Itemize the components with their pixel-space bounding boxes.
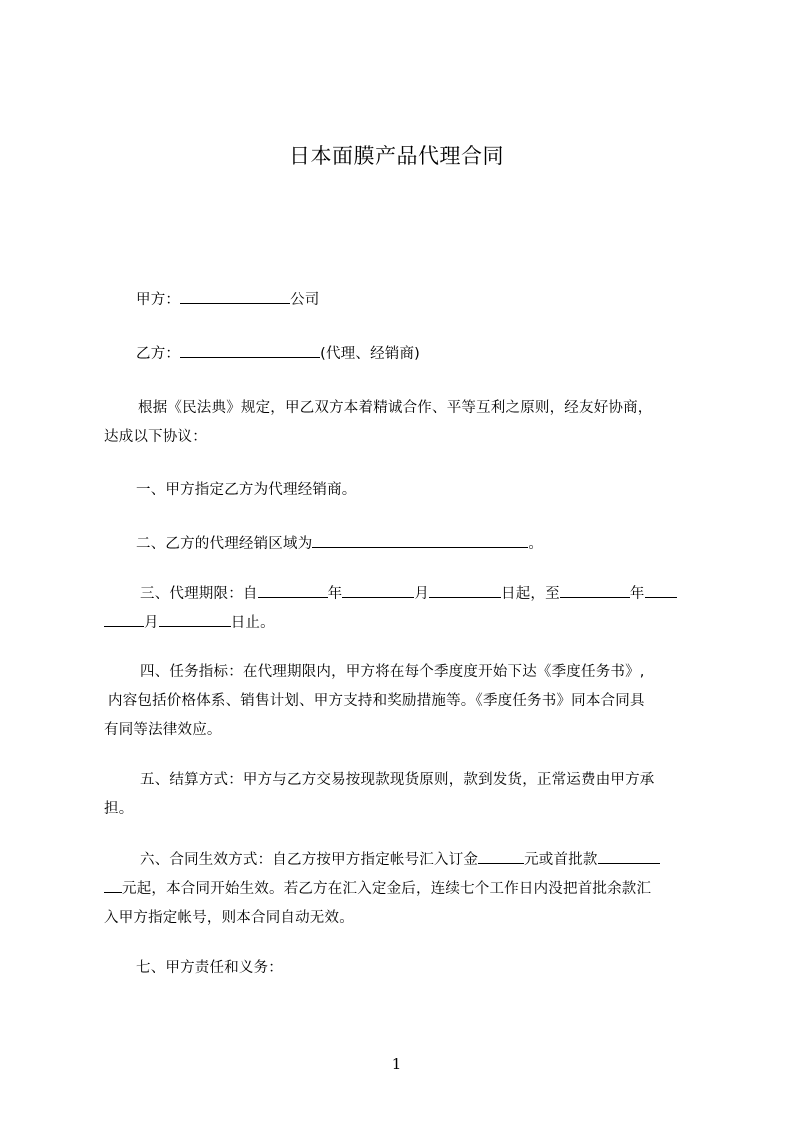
clause-3-blank-year2 — [560, 583, 630, 598]
party-a-label: 甲方： — [136, 292, 181, 308]
clause-7-text: 七、甲方责任和义务： — [136, 960, 283, 976]
clause-6 — [104, 846, 702, 933]
party-a-blank — [180, 289, 290, 304]
clause-6-blank-deposit — [478, 849, 524, 864]
clause-4-line-1: 四、任务指标：在代理期限内，甲方将在每个季度度开始下达《季度任务书》, — [140, 664, 645, 680]
clause-1-text: 一、甲方指定乙方为代理经销商。 — [136, 482, 357, 498]
party-a-suffix: 公司 — [290, 292, 320, 308]
clause-4-line-3: 有同等法律效应。 — [104, 722, 222, 738]
preamble — [104, 394, 702, 452]
page-number: 1 — [391, 1055, 402, 1073]
clause-3-blank-month2-a — [645, 583, 677, 598]
clause-2 — [136, 530, 734, 559]
clause-6-blank-first-a — [598, 849, 660, 864]
clause-2-prefix: 二、乙方的代理经销区域为 — [136, 536, 313, 552]
clause-3-end: 日止。 — [230, 615, 275, 631]
clause-3-day1: 日起，至 — [501, 586, 560, 602]
party-a-line — [136, 286, 734, 315]
preamble-line-1: 根据《民法典》规定，甲乙双方本着精诚合作、平等互利之原则，经友好协商， — [138, 400, 653, 416]
preamble-line-2: 达成以下协议： — [104, 429, 207, 445]
clause-3-blank-day2 — [159, 612, 231, 627]
clause-4-line-2: 内容包括价格体系、销售计划、甲方支持和奖励措施等。《季度任务书》同本合同具 — [108, 693, 645, 709]
clause-2-blank — [312, 533, 528, 548]
clause-2-suffix: 。 — [528, 536, 544, 552]
clause-3 — [104, 580, 702, 638]
clause-6-blank-first-b — [104, 878, 122, 893]
party-b-blank — [180, 343, 320, 358]
party-b-suffix: (代理、经销商) — [320, 346, 421, 362]
clause-6-mid: 元或首批款 — [524, 852, 598, 868]
party-b-label: 乙方： — [136, 346, 181, 362]
clause-5-line-2: 担。 — [104, 801, 134, 817]
clause-3-prefix: 三、代理期限：自 — [140, 586, 258, 602]
clause-3-year2: 年 — [629, 586, 645, 602]
clause-3-blank-year1 — [258, 583, 328, 598]
clause-6-line-2: 元起，本合同开始生效。若乙方在汇入定金后，连续七个工作日内没把首批余款汇 — [122, 881, 652, 897]
clause-1 — [136, 476, 734, 505]
clause-4 — [104, 658, 702, 745]
clause-3-blank-month1 — [342, 583, 414, 598]
clause-3-month2: 月 — [144, 615, 159, 631]
clause-6-prefix: 六、合同生效方式：自乙方按甲方指定帐号汇入订金 — [140, 852, 479, 868]
clause-3-blank-day1 — [429, 583, 501, 598]
clause-5 — [104, 766, 702, 824]
party-b-line — [136, 340, 734, 369]
document-title: 日本面膜产品代理合同 — [289, 144, 504, 168]
clause-3-year1: 年 — [327, 586, 343, 602]
clause-6-line-3: 入甲方指定帐号，则本合同自动无效。 — [104, 910, 354, 926]
clause-5-line-1: 五、结算方式：甲方与乙方交易按现款现货原则，款到发货，正常运费由甲方承 — [140, 772, 655, 788]
clause-3-blank-month2-b — [104, 612, 144, 627]
clause-7 — [136, 954, 734, 983]
clause-3-month1: 月 — [414, 586, 430, 602]
